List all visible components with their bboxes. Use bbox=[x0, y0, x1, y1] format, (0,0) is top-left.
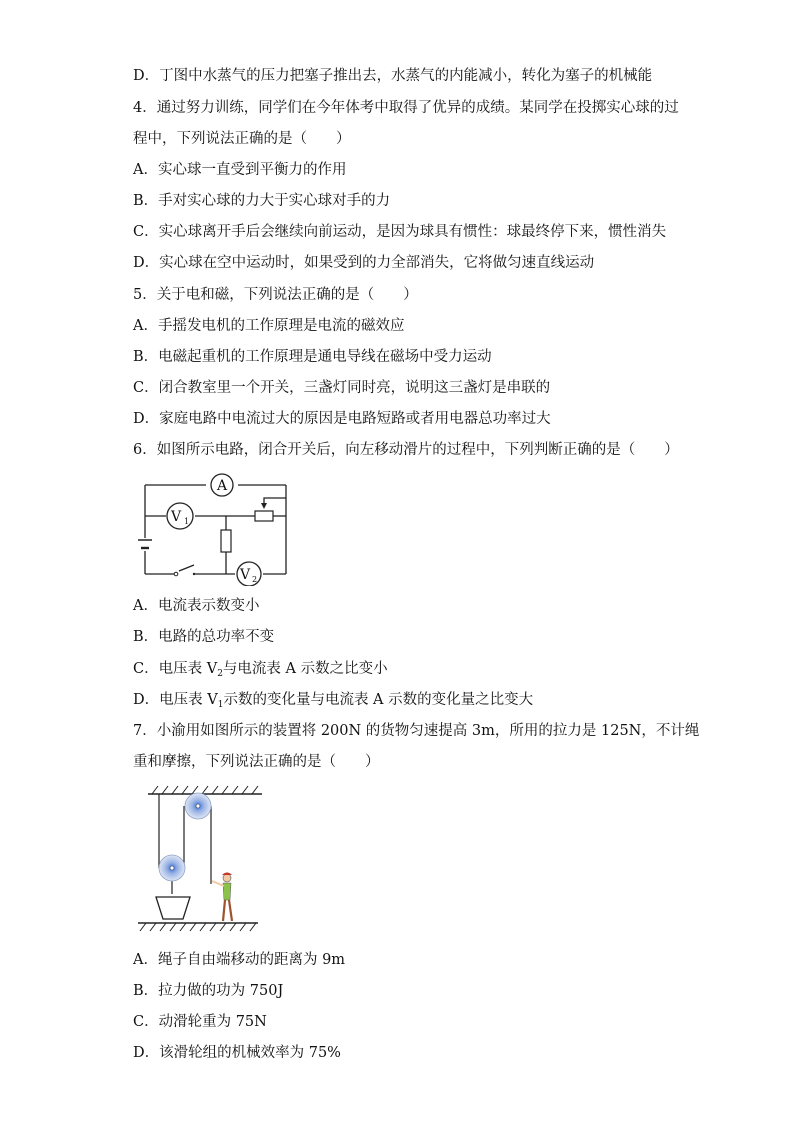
q7-stem-line-2: 重和摩擦，下列说法正确的是（ ） bbox=[133, 754, 380, 770]
q4-option-c: C．实心球离开手后会继续向前运动，是因为球具有惯性：球最终停下来，惯性消失 bbox=[133, 224, 667, 240]
slider-arrow-icon bbox=[261, 503, 267, 509]
switch-contact-left bbox=[174, 572, 178, 576]
q7-option-b: B．拉力做的功为 750J bbox=[133, 983, 284, 999]
ground bbox=[138, 923, 258, 931]
q6-option-d-post: 示数的变化量与电流表 A 示数的变化量之比变大 bbox=[223, 692, 534, 708]
q5-stem: 5．关于电和磁，下列说法正确的是（ ） bbox=[133, 287, 418, 303]
q5-option-a: A．手摇发电机的工作原理是电流的磁效应 bbox=[133, 318, 405, 334]
ammeter-label: A bbox=[216, 478, 228, 494]
q4-option-a: A．实心球一直受到平衡力的作用 bbox=[133, 162, 347, 178]
q7-option-d: D．该滑轮组的机械效率为 75% bbox=[133, 1045, 341, 1061]
person-pulling bbox=[212, 873, 232, 922]
q4-stem-line-1: 4．通过努力训练，同学们在今年体考中取得了优异的成绩。某同学在投掷实心球的过 bbox=[133, 100, 679, 116]
q4-option-d: D．实心球在空中运动时，如果受到的力全部消失，它将做匀速直线运动 bbox=[133, 255, 595, 271]
q7-stem-line-1: 7．小渝用如图所示的装置将 200N 的货物匀速提高 3m，所用的拉力是 125N，不计绳 bbox=[133, 723, 700, 739]
switch-contact-right bbox=[193, 573, 195, 575]
q4-option-b: B．手对实心球的力大于实心球对手的力 bbox=[133, 193, 391, 209]
voltmeter-v2-label: V bbox=[239, 567, 251, 583]
q6-option-d-subscript: 1 bbox=[217, 700, 224, 710]
q6-option-a: A．电流表示数变小 bbox=[133, 598, 260, 614]
q6-option-d-pre: D．电压表 V bbox=[133, 692, 218, 708]
voltmeter-v1-subscript: 1 bbox=[184, 517, 190, 526]
q6-option-c-pre: C．电压表 V bbox=[133, 661, 218, 677]
q5-option-d: D．家庭电路中电流过大的原因是电路短路或者用电器总功率过大 bbox=[133, 411, 551, 427]
q5-option-c: C．闭合教室里一个开关，三盏灯同时亮，说明这三盏灯是串联的 bbox=[133, 380, 551, 396]
voltmeter-v1-label: V bbox=[170, 509, 182, 525]
q6-option-c bbox=[133, 659, 388, 684]
pulley-diagram bbox=[134, 782, 266, 940]
voltmeter-v2-subscript: 2 bbox=[252, 575, 258, 584]
q6-option-c-post: 与电流表 A 示数之比变小 bbox=[222, 661, 388, 677]
q3-option-d: D．丁图中水蒸气的压力把塞子推出去，水蒸气的内能减小，转化为塞子的机械能 bbox=[133, 68, 653, 84]
q6-stem: 6．如图所示电路，闭合开关后，向左移动滑片的过程中，下列判断正确的是（ ） bbox=[133, 442, 679, 458]
ceiling bbox=[148, 786, 262, 794]
q6-option-c-subscript: 2 bbox=[217, 669, 223, 679]
q6-option-d bbox=[133, 690, 533, 715]
q5-option-b: B．电磁起重机的工作原理是通电导线在磁场中受力运动 bbox=[133, 349, 492, 365]
load-basket bbox=[156, 897, 190, 919]
fixed-resistor bbox=[221, 530, 231, 552]
rheostat bbox=[255, 511, 273, 521]
q7-option-a: A．绳子自由端移动的距离为 9m bbox=[133, 952, 346, 968]
q7-option-c: C．动滑轮重为 75N bbox=[133, 1014, 267, 1030]
q6-option-b: B．电路的总功率不变 bbox=[133, 629, 275, 645]
q4-stem-line-2: 程中，下列说法正确的是（ ） bbox=[133, 131, 351, 147]
circuit-diagram bbox=[138, 468, 293, 586]
